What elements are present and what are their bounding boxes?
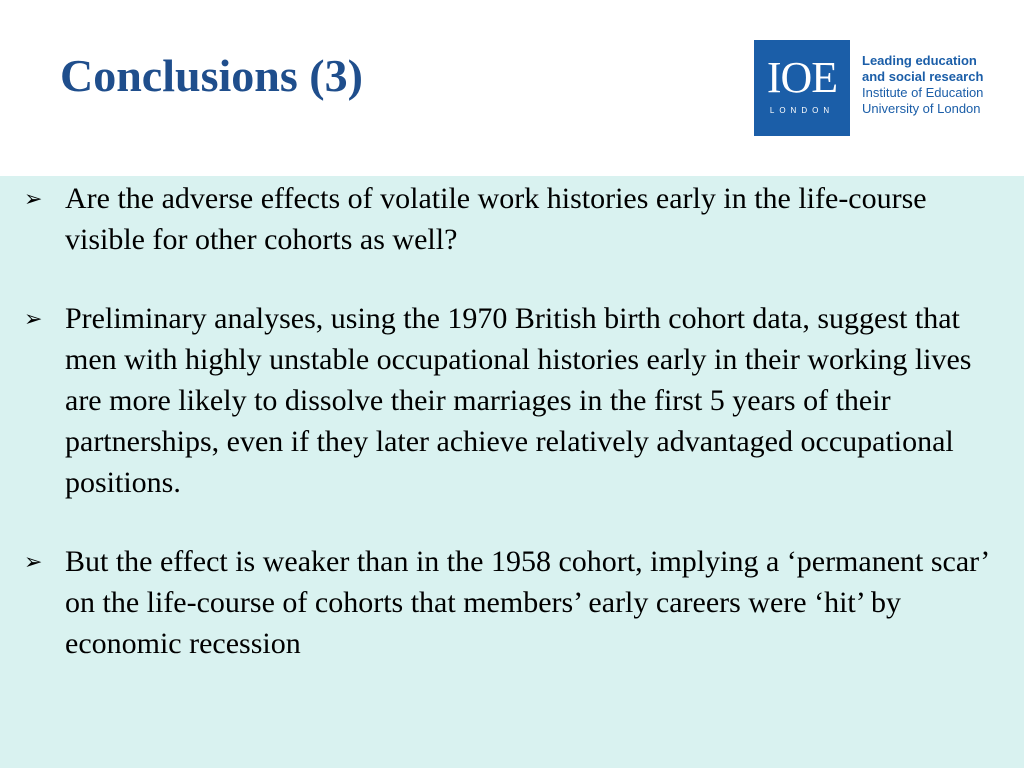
bullet-text: Are the adverse effects of volatile work histories early in the life-course visible for other cohorts as well? [65, 182, 927, 256]
bullet-text: Preliminary analyses, using the 1970 British birth cohort data, suggest that men with highly unstable occupational histories early in their working lives are more likely to dissolve their marriages in the first 5 years of their partnerships, even if they later achieve relatively advantaged occupational positions. [65, 302, 972, 499]
logo-tagline-line4: University of London [862, 101, 981, 116]
arrowhead-bullet-icon: ➢ [24, 549, 43, 574]
bullet-item [24, 298, 1009, 503]
logo-tagline-line1: Leading education [862, 53, 977, 68]
logo-tagline [862, 53, 983, 117]
logo-tagline-line3: Institute of Education [862, 85, 984, 100]
bullet-list [24, 178, 1009, 702]
slide-content [0, 176, 1024, 768]
bullet-item [24, 541, 1009, 664]
bullet-text: But the effect is weaker than in the 1958 cohort, implying a ‘permanent scar’ on the life-course of cohorts that members’ early careers were ‘hit’ by economic recession [65, 545, 989, 660]
ioe-logo-sub: LONDON [769, 106, 835, 115]
bullet-item [24, 178, 1009, 260]
ioe-logo-mark: IOE [766, 53, 838, 102]
logo-tagline-line2: and social research [862, 69, 984, 84]
slide-title: Conclusions (3) [60, 50, 363, 101]
arrowhead-bullet-icon: ➢ [24, 186, 43, 211]
ioe-logo [754, 40, 850, 136]
arrowhead-bullet-icon: ➢ [24, 306, 43, 331]
slide-header [0, 0, 1024, 176]
